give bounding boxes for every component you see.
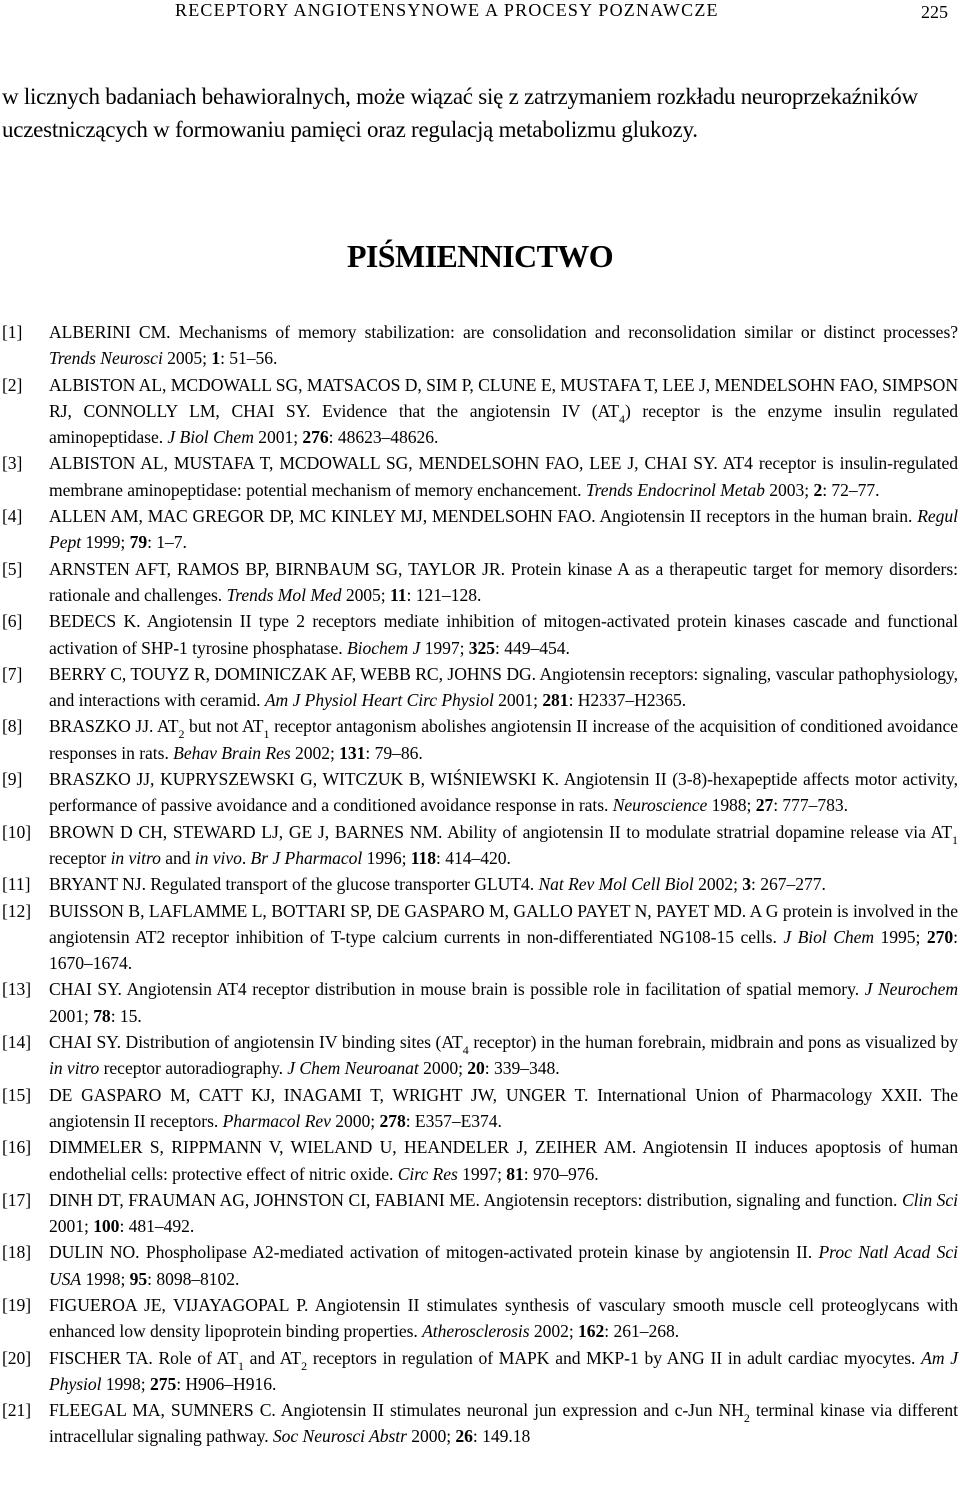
- reference-item: [0, 1397, 960, 1450]
- reference-item: [0, 503, 960, 556]
- reference-segment: : 8098–8102.: [147, 1268, 240, 1289]
- reference-item: [0, 1134, 960, 1187]
- reference-item: [0, 766, 960, 819]
- reference-segment: 2000;: [330, 1110, 380, 1131]
- reference-segment: : 149.18: [472, 1426, 531, 1447]
- volume-number: 275: [149, 1373, 177, 1394]
- reference-segment: : 777–783.: [773, 795, 849, 816]
- volume-number: 95: [129, 1268, 148, 1289]
- volume-number: 278: [379, 1110, 406, 1131]
- reference-text: [49, 1032, 958, 1078]
- reference-text: [49, 559, 958, 605]
- volume-number: 325: [468, 637, 496, 658]
- volume-number: 81: [506, 1163, 524, 1184]
- volume-number: 1: [211, 348, 221, 369]
- journal-name: Pharmacol Rev: [222, 1110, 331, 1131]
- reference-text: [49, 1190, 958, 1236]
- reference-segment: : 72–77.: [822, 479, 880, 500]
- reference-segment: : 48623–48626.: [328, 427, 439, 448]
- reference-number: [20]: [2, 1347, 32, 1368]
- volume-number: 78: [93, 1005, 111, 1026]
- reference-text: [49, 1348, 958, 1394]
- reference-segment: but not AT: [184, 716, 264, 737]
- journal-name: J Biol Chem: [167, 427, 254, 448]
- reference-segment: : 339–348.: [484, 1058, 560, 1079]
- subscript: 1: [237, 1358, 244, 1373]
- reference-segment: DINH DT, FRAUMAN AG, JOHNSTON CI, FABIANI ME. Angiotensin receptors: distribution, signaling and function.: [49, 1189, 902, 1210]
- reference-item: [0, 1029, 960, 1082]
- reference-item: [0, 1239, 960, 1292]
- reference-segment: 2000;: [418, 1058, 468, 1079]
- reference-segment: 2005;: [162, 348, 212, 369]
- reference-text: [49, 453, 958, 499]
- reference-segment: ARNSTEN AFT, RAMOS BP, BIRNBAUM SG, TAYLOR JR. Protein kinase A as a therapeutic target for memory disorders: rationale and challenges.: [49, 558, 958, 605]
- journal-name: Trends Mol Med: [226, 584, 342, 605]
- reference-item: [0, 819, 960, 872]
- reference-segment: 1999;: [81, 532, 130, 553]
- journal-name: Br J Pharmacol: [250, 847, 363, 868]
- subscript: 1: [263, 727, 270, 742]
- reference-segment: : 261–268.: [604, 1321, 680, 1342]
- reference-segment: FISCHER TA. Role of AT: [49, 1347, 238, 1368]
- journal-name: Soc Neurosci Abstr: [272, 1426, 407, 1447]
- reference-segment: .: [241, 847, 251, 868]
- journal-name: Behav Brain Res: [173, 742, 291, 763]
- volume-number: 27: [755, 795, 774, 816]
- reference-segment: 1997;: [420, 637, 469, 658]
- reference-number: [12]: [2, 900, 32, 921]
- reference-segment: : 267–277.: [751, 874, 826, 895]
- reference-item: [0, 556, 960, 609]
- reference-segment: : E357–E374.: [405, 1110, 502, 1131]
- reference-text: [49, 1400, 958, 1446]
- volume-number: 131: [339, 742, 366, 763]
- reference-item: [0, 1345, 960, 1398]
- reference-text: [49, 1085, 958, 1131]
- reference-segment: terminal kinase via different intracellular signaling pathway.: [49, 1400, 959, 1447]
- reference-segment: : 414–420.: [436, 847, 511, 868]
- reference-segment: ALBISTON AL, MCDOWALL SG, MATSACOS D, SIM P, CLUNE E, MUSTAFA T, LEE J, MENDELSOHN FAO, SIMPSON RJ, CONNOLLY LM, CHAI SY. Evidence that the angiotensin IV (AT: [49, 374, 958, 421]
- reference-segment: 1996;: [362, 847, 411, 868]
- journal-name: J Chem Neuroanat: [287, 1058, 419, 1079]
- reference-item: [0, 1292, 960, 1345]
- reference-item: [0, 661, 960, 714]
- reference-segment: BERRY C, TOUYZ R, DOMINICZAK AF, WEBB RC, JOHNS DG. Angiotensin receptors: signaling, vascular pathophysiology, and interactions with ceramid.: [49, 663, 958, 711]
- reference-number: [17]: [2, 1189, 32, 1210]
- reference-segment: receptor antagonism abolishes angiotensin II increase of the acquisition of conditioned avoidance responses in rats.: [49, 716, 959, 763]
- reference-segment: : 51–56.: [220, 348, 278, 369]
- journal-name: Biochem J: [346, 637, 421, 658]
- reference-segment: 1997;: [457, 1163, 507, 1184]
- reference-segment: ALLEN AM, MAC GREGOR DP, MC KINLEY MJ, MENDELSOHN FAO. Angiotensin II receptors in the human brain.: [49, 506, 918, 527]
- reference-segment: 2000;: [406, 1426, 456, 1447]
- reference-segment: receptor: [49, 847, 111, 868]
- volume-number: 2: [813, 479, 823, 500]
- reference-segment: BROWN D CH, STEWARD LJ, GE J, BARNES NM. Ability of angiotensin II to modulate stratrial dopamine release via AT: [49, 821, 953, 842]
- volume-number: 100: [93, 1216, 120, 1237]
- reference-number: [14]: [2, 1032, 32, 1053]
- reference-text: [49, 979, 958, 1025]
- volume-number: 11: [390, 584, 407, 605]
- reference-number: [13]: [2, 979, 32, 1000]
- reference-item: [0, 1082, 960, 1135]
- reference-segment: ALBISTON AL, MUSTAFA T, MCDOWALL SG, MENDELSOHN FAO, LEE J, CHAI SY. AT4 receptor is insulin-regulated membrane aminopeptidase: potential mechanism of memory enchancement.: [49, 453, 958, 500]
- reference-number: [3]: [2, 453, 23, 474]
- reference-segment: ) receptor is the enzyme insulin regulated aminopeptidase.: [49, 400, 958, 448]
- reference-segment: : 1670–1674.: [49, 926, 958, 974]
- reference-segment: and: [160, 847, 195, 868]
- reference-item: [0, 871, 960, 897]
- reference-segment: : 1–7.: [147, 532, 187, 553]
- reference-text: [49, 769, 958, 815]
- journal-name: Am J Physiol Heart Circ Physiol: [264, 690, 494, 711]
- reference-segment: : H2337–H2365.: [568, 690, 687, 711]
- reference-text: [49, 611, 958, 657]
- page-number: 225: [921, 2, 948, 22]
- subscript: 4: [618, 411, 625, 426]
- reference-text: [49, 1295, 958, 1341]
- reference-number: [16]: [2, 1137, 32, 1158]
- volume-number: 281: [542, 690, 569, 711]
- volume-number: 270: [926, 926, 954, 947]
- reference-segment: DE GASPARO M, CATT KJ, INAGAMI T, WRIGHT JW, UNGER T. International Union of Pharmacology XXII. The angiotensin II receptors.: [49, 1084, 958, 1131]
- volume-number: 26: [455, 1426, 473, 1447]
- reference-number: [4]: [2, 506, 23, 527]
- reference-segment: 2002;: [529, 1321, 579, 1342]
- reference-text: [49, 1242, 958, 1288]
- subscript: 2: [178, 727, 185, 742]
- reference-number: [19]: [2, 1294, 32, 1315]
- reference-number: [9]: [2, 769, 23, 790]
- reference-segment: BRYANT NJ. Regulated transport of the glucose transporter GLUT4.: [49, 874, 539, 895]
- journal-name: Trends Neurosci: [49, 348, 163, 369]
- reference-segment: 1995;: [874, 926, 927, 947]
- reference-segment: 2001;: [253, 427, 303, 448]
- reference-segment: FLEEGAL MA, SUMNERS C. Angiotensin II stimulates neuronal jun expression and c-Jun NH: [49, 1400, 744, 1421]
- journal-name: Atherosclerosis: [422, 1321, 530, 1342]
- subscript: 1: [952, 832, 958, 847]
- reference-segment: BUISSON B, LAFLAMME L, BOTTARI SP, DE GASPARO M, GALLO PAYET N, PAYET MD. A G protein is involved in the angiotensin AT2 receptor inhibition of T-type calcium currents in non-differentiated NG108-15 cells.: [49, 900, 958, 947]
- reference-number: [18]: [2, 1242, 32, 1263]
- reference-segment: : H906–H916.: [176, 1373, 277, 1394]
- reference-item: [0, 608, 960, 661]
- journal-name: in vitro: [49, 1058, 100, 1079]
- journal-name: in vitro: [110, 847, 161, 868]
- reference-number: [7]: [2, 663, 23, 684]
- reference-segment: BRASZKO JJ. AT: [49, 716, 179, 737]
- reference-number: [15]: [2, 1084, 32, 1105]
- journal-name: J Biol Chem: [783, 926, 875, 947]
- reference-item: [0, 976, 960, 1029]
- reference-segment: receptor) in the human forebrain, midbrain and pons as visualized by: [468, 1032, 958, 1053]
- reference-segment: : 121–128.: [406, 584, 482, 605]
- reference-segment: 2001;: [49, 1216, 94, 1237]
- section-title: PIŚMIENNICTWO: [346, 238, 613, 274]
- reference-number: [10]: [2, 821, 32, 842]
- reference-segment: 1988;: [707, 795, 756, 816]
- reference-text: [49, 322, 958, 368]
- reference-segment: BRASZKO JJ, KUPRYSZEWSKI G, WITCZUK B, WIŚNIEWSKI K. Angiotensin II (3-8)-hexapeptide affects motor activity, performance of passive avoidance and a conditioned avoidance response in rats.: [49, 769, 958, 816]
- reference-text: [49, 822, 958, 868]
- volume-number: 162: [578, 1321, 605, 1342]
- reference-text: [49, 901, 958, 974]
- reference-item: [0, 319, 960, 372]
- subscript: 4: [462, 1043, 469, 1058]
- running-title: RECEPTORY ANGIOTENSYNOWE A PROCESY POZNAWCZE: [175, 0, 719, 20]
- reference-text: [49, 506, 958, 552]
- reference-segment: FIGUEROA JE, VIJAYAGOPAL P. Angiotensin II stimulates synthesis of vasculary smooth muscle cell proteoglycans with enhanced low density lipoprotein binding properties.: [49, 1294, 958, 1342]
- volume-number: 79: [129, 532, 148, 553]
- reference-text: [49, 874, 826, 894]
- reference-item: [0, 898, 960, 977]
- reference-number: [21]: [2, 1400, 32, 1421]
- subscript: 2: [301, 1358, 308, 1373]
- reference-segment: receptor autoradiography.: [99, 1058, 288, 1079]
- reference-item: [0, 713, 960, 766]
- reference-segment: receptors in regulation of MAPK and MKP-1 by ANG II in adult cardiac myocytes.: [307, 1347, 922, 1368]
- reference-number: [6]: [2, 611, 23, 632]
- reference-number: [8]: [2, 716, 23, 737]
- reference-segment: 2001;: [493, 690, 543, 711]
- volume-number: 3: [742, 874, 752, 895]
- reference-segment: 2001;: [49, 1005, 94, 1026]
- reference-segment: : 970–976.: [523, 1163, 599, 1184]
- volume-number: 20: [467, 1058, 485, 1079]
- reference-segment: 1998;: [81, 1268, 130, 1289]
- journal-name: Nat Rev Mol Cell Biol: [538, 874, 694, 895]
- reference-segment: 2005;: [341, 584, 390, 605]
- reference-segment: : 449–454.: [495, 637, 570, 658]
- intro-paragraph: w licznych badaniach behawioralnych, może wiązać się z zatrzymaniem rozkładu neuroprzekaźników uczestniczących w formowaniu pamięci oraz regulacją metabolizmu glukozy.: [2, 84, 918, 142]
- reference-segment: 2003;: [764, 479, 814, 500]
- journal-name: Neuroscience: [612, 795, 708, 816]
- reference-item: [0, 450, 960, 503]
- reference-number: [11]: [2, 874, 31, 895]
- reference-segment: and AT: [243, 1347, 302, 1368]
- reference-segment: DIMMELER S, RIPPMANN V, WIELAND U, HEANDELER J, ZEIHER AM. Angiotensin II induces apoptosis of human endothelial cells: protective effect of nitric oxide.: [49, 1137, 958, 1184]
- reference-item: [0, 372, 960, 451]
- journal-name: Regul Pept: [49, 506, 958, 553]
- reference-text: [49, 375, 958, 448]
- reference-segment: : 15.: [110, 1005, 142, 1026]
- journal-name: Am J Physiol: [49, 1347, 958, 1394]
- reference-number: [1]: [2, 322, 23, 342]
- reference-list: [0, 319, 960, 1450]
- reference-segment: ALBERINI CM. Mechanisms of memory stabilization: are consolidation and reconsolidation similar or distinct processes?: [49, 322, 958, 342]
- journal-name: Clin Sci: [901, 1189, 958, 1210]
- reference-item: [0, 1187, 960, 1240]
- reference-segment: 1998;: [101, 1373, 150, 1394]
- reference-segment: : 481–492.: [119, 1216, 195, 1237]
- journal-name: J Neurochem: [864, 979, 958, 1000]
- reference-segment: 2002;: [290, 742, 340, 763]
- reference-number: [2]: [2, 374, 23, 395]
- reference-segment: : 79–86.: [365, 742, 423, 763]
- reference-number: [5]: [2, 558, 23, 579]
- journal-name: Trends Endocrinol Metab: [585, 479, 765, 500]
- running-header: [0, 0, 960, 30]
- volume-number: 276: [302, 427, 329, 448]
- subscript: 2: [743, 1411, 750, 1426]
- volume-number: 118: [410, 847, 437, 868]
- reference-segment: DULIN NO. Phospholipase A2-mediated activation of mitogen-activated protein kinase by angiotensin II.: [49, 1242, 819, 1263]
- reference-text: [49, 716, 958, 762]
- reference-segment: CHAI SY. Angiotensin AT4 receptor distribution in mouse brain is possible role in facilitation of spatial memory.: [49, 979, 865, 1000]
- reference-text: [49, 1137, 958, 1183]
- journal-name: Proc Natl Acad Sci USA: [49, 1242, 958, 1289]
- reference-text: [49, 664, 958, 710]
- journal-name: Circ Res: [397, 1163, 458, 1184]
- reference-segment: CHAI SY. Distribution of angiotensin IV binding sites (AT: [49, 1032, 463, 1053]
- reference-segment: 2002;: [693, 874, 743, 895]
- journal-name: in vivo: [194, 847, 242, 868]
- reference-segment: BEDECS K. Angiotensin II type 2 receptors mediate inhibition of mitogen-activated protein kinases cascade and functional activation of SHP-1 tyrosine phosphatase.: [49, 611, 958, 658]
